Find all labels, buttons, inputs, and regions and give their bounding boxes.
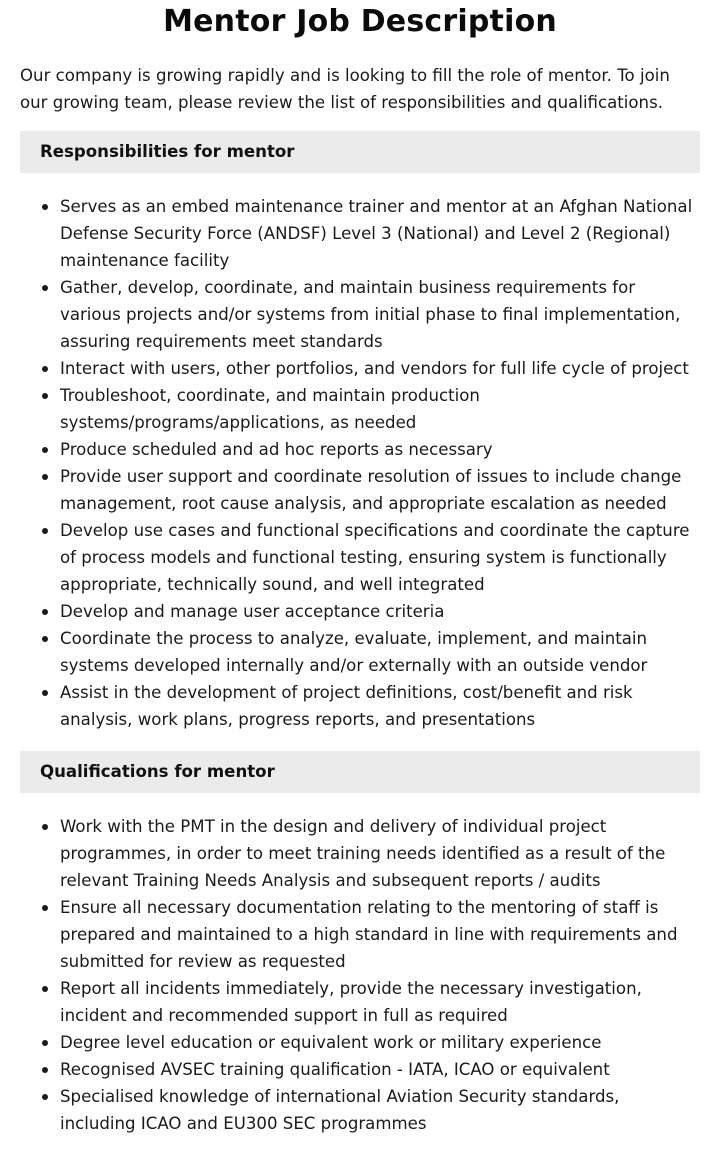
intro-paragraph: Our company is growing rapidly and is looking to fill the role of mentor. To join our growing team, please review the list of responsibilities and qualifications. — [20, 66, 670, 112]
qualification-item: Degree level education or equivalent work or military experience — [60, 1029, 700, 1056]
qualification-item: Report all incidents immediately, provide the necessary investigation, incident and recommended support in full as required — [60, 975, 700, 1029]
qualification-item: Ensure all necessary documentation relating to the mentoring of staff is prepared and maintained to a high standard in line with requirements and submitted for review as requested — [60, 894, 700, 975]
responsibility-item: Develop and manage user acceptance criteria — [60, 598, 700, 625]
page-title: Mentor Job Description — [163, 4, 557, 39]
responsibility-item: Provide user support and coordinate resolution of issues to include change management, root cause analysis, and appropriate escalation as needed — [60, 463, 700, 517]
qualification-item: Recognised AVSEC training qualification - IATA, ICAO or equivalent — [60, 1056, 700, 1083]
responsibility-item: Serves as an embed maintenance trainer and mentor at an Afghan National Defense Security Force (ANDSF) Level 3 (National) and Level 2 (Regional) maintenance facility — [60, 193, 700, 274]
qualifications-list — [20, 813, 700, 1137]
responsibility-item: Produce scheduled and ad hoc reports as necessary — [60, 436, 700, 463]
responsibility-item: Assist in the development of project definitions, cost/benefit and risk analysis, work plans, progress reports, and presentations — [60, 679, 700, 733]
responsibility-item: Gather, develop, coordinate, and maintain business requirements for various projects and/or systems from initial phase to final implementation, assuring requirements meet standards — [60, 274, 700, 355]
qualification-item: Specialised knowledge of international Aviation Security standards, including ICAO and EU300 SEC programmes — [60, 1083, 700, 1137]
qualification-item: Work with the PMT in the design and delivery of individual project programmes, in order to meet training needs identified as a result of the relevant Training Needs Analysis and subsequent reports / audits — [60, 813, 700, 894]
responsibility-item: Coordinate the process to analyze, evaluate, implement, and maintain systems developed internally and/or externally with an outside vendor — [60, 625, 700, 679]
responsibility-item: Troubleshoot, coordinate, and maintain production systems/programs/applications, as needed — [60, 382, 700, 436]
responsibilities-heading: Responsibilities for mentor — [20, 131, 700, 173]
qualifications-heading: Qualifications for mentor — [20, 751, 700, 793]
responsibilities-list — [20, 193, 700, 733]
responsibility-item: Develop use cases and functional specifications and coordinate the capture of process models and functional testing, ensuring system is functionally appropriate, technically sound, and well integrated — [60, 517, 700, 598]
responsibility-item: Interact with users, other portfolios, and vendors for full life cycle of project — [60, 355, 700, 382]
